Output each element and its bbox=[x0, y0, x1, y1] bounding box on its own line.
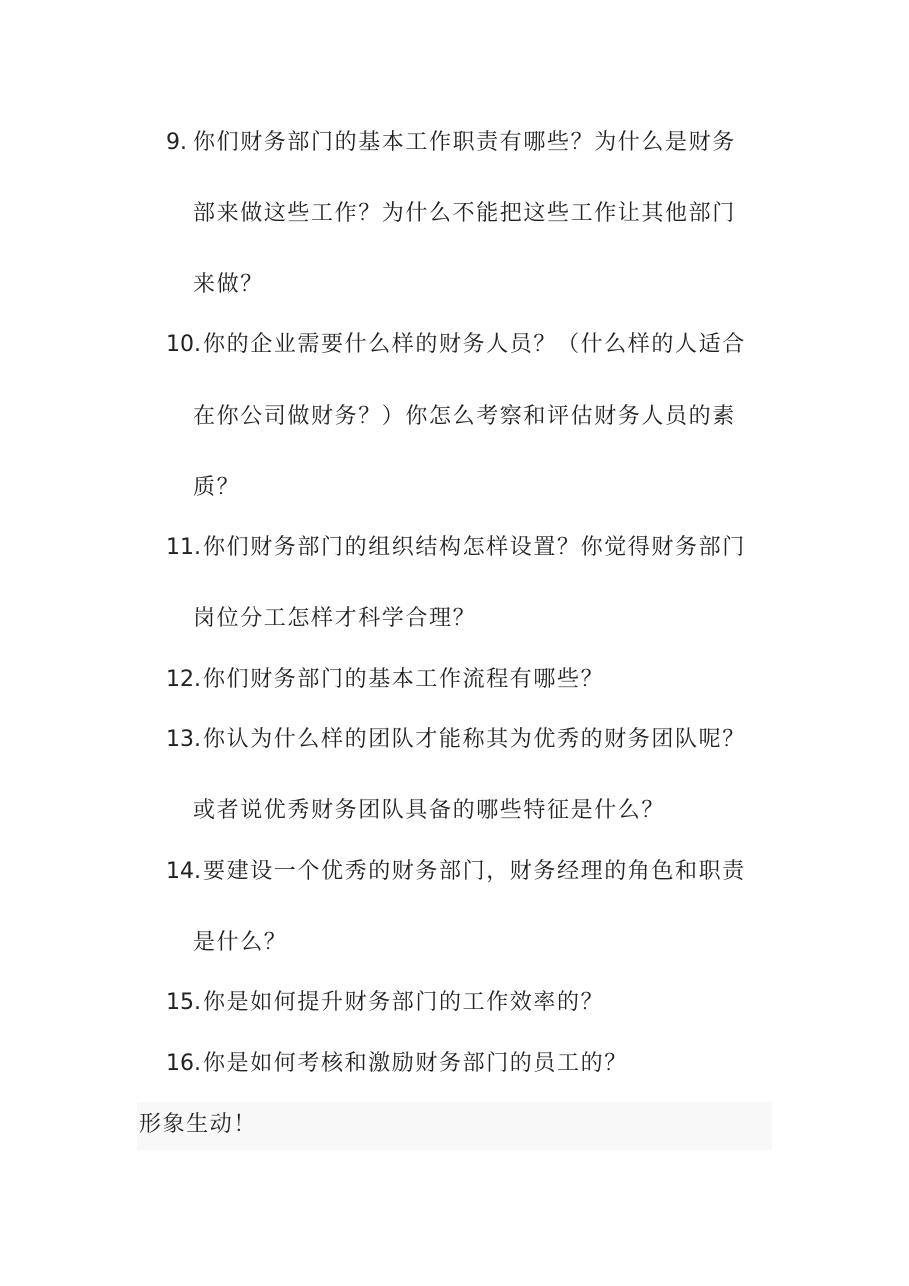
question-text-line: 部来做这些工作？为什么不能把这些工作让其他部门 bbox=[193, 201, 736, 226]
question-text-line: 你认为什么样的团队才能称其为优秀的财务团队呢？ bbox=[203, 727, 746, 752]
question-text-line: 质？ bbox=[193, 475, 241, 500]
question-text-line: 你的企业需要什么样的财务人员？（什么样的人适合 bbox=[203, 332, 746, 357]
question-number: 15. bbox=[166, 990, 201, 1015]
question-text-line: 是什么？ bbox=[193, 930, 288, 955]
question-number: 13. bbox=[166, 727, 201, 752]
question-text-line: 你是如何考核和激励财务部门的员工的？ bbox=[203, 1051, 628, 1076]
question-number: 14. bbox=[166, 859, 201, 884]
question-number: 10. bbox=[166, 332, 201, 357]
question-text-line: 来做？ bbox=[193, 272, 264, 297]
question-number: 11. bbox=[166, 535, 201, 560]
question-text-line: 你们财务部门的基本工作职责有哪些？为什么是财务 bbox=[193, 130, 736, 155]
question-number: 9. bbox=[166, 130, 187, 155]
question-text-line: 岗位分工怎样才科学合理？ bbox=[193, 606, 477, 631]
note-text: 形象生动！ bbox=[139, 1112, 258, 1137]
question-text-line: 你们财务部门的组织结构怎样设置？你觉得财务部门 bbox=[203, 535, 746, 560]
question-text-line: 你们财务部门的基本工作流程有哪些？ bbox=[203, 667, 605, 692]
question-text-line: 要建设一个优秀的财务部门，财务经理的角色和职责 bbox=[203, 859, 746, 884]
question-text-line: 或者说优秀财务团队具备的哪些特征是什么？ bbox=[193, 798, 666, 823]
question-text-line: 你是如何提升财务部门的工作效率的？ bbox=[203, 990, 605, 1015]
question-number: 16. bbox=[166, 1051, 201, 1076]
question-text-line: 在你公司做财务？）你怎么考察和评估财务人员的素 bbox=[193, 404, 736, 429]
question-number: 12. bbox=[166, 667, 201, 692]
